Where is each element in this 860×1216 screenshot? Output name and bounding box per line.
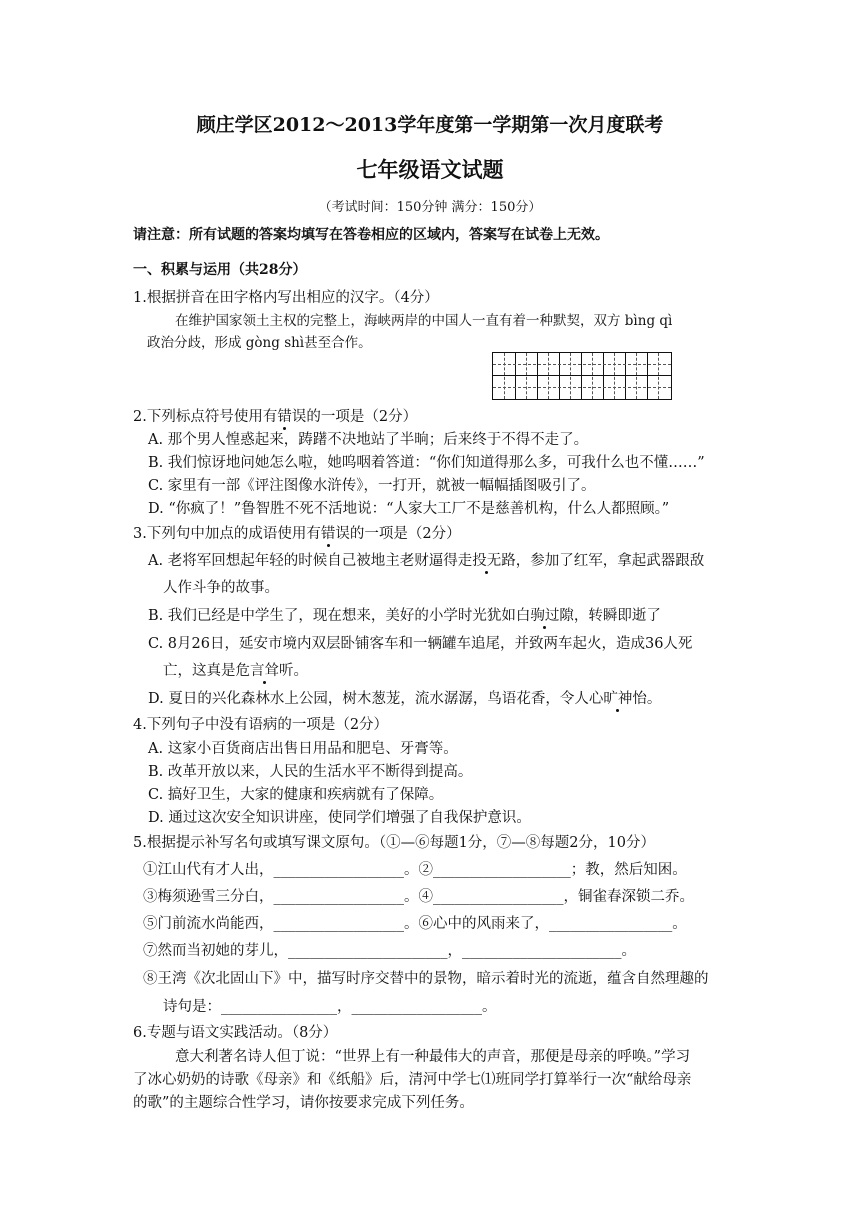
q3-idiom-d: 心旷神怡 <box>588 691 647 707</box>
q1-text-line2: 政治分歧，形成 gòng shì甚至合作。 <box>147 335 372 351</box>
q1-text-line1: 在维护国家领土主权的完整上，海峡两岸的中国人一直有着一种默契，双方 bìng qì <box>175 313 673 329</box>
exam-info: （考试时间：150分钟 满分：150分） <box>318 200 542 215</box>
q5-line-2: ③梅须逊雪三分白，__________________。④__________________，铜雀春深锁二乔。 <box>143 889 694 905</box>
q6-stem: 6.专题与语文实践活动。（8分） <box>133 1025 338 1041</box>
q3-option-c-line1: C. 8月26日，延安市境内双层卧铺客车和一辆罐车追尾，并致两车起火，造成36人死 <box>148 636 693 652</box>
q3-option-a-line1: A. 老将军回想起年轻的时候自己被地主老财逼得走投无路，参加了红军，拿起武器跟敌 <box>148 553 705 569</box>
q6-line-2: 了冰心奶奶的诗歌《母亲》和《纸船》后，清河中学七⑴班同学打算举行一次“献给母亲 <box>133 1072 692 1088</box>
q3-stem: 3.下列句中加点的成语使用有错误的一项是（2分） <box>133 526 461 542</box>
q3-idiom-a: 走投无路 <box>457 553 516 569</box>
q2-stem-emphasis: 有错误 <box>262 409 307 425</box>
notice: 请注意：所有试题的答案均填写在答卷相应的区域内，答案写在试卷上无效。 <box>133 227 609 243</box>
q2-option-b: B. 我们惊讶地问她怎么啦，她呜咽着答道：“你们知道得那么多，可我什么也不懂……” <box>148 455 705 471</box>
q5-line-6: 诗句是：________________，__________________。 <box>163 999 497 1015</box>
q6-line-1: 意大利著名诗人但丁说：“世界上有一种最伟大的声音，那便是母亲的呼唤。”学习 <box>175 1049 691 1065</box>
q2-stem: 2.下列标点符号使用有错误的一项是（2分） <box>133 409 418 425</box>
q3-stem-emphasis: 有错误 <box>306 526 350 542</box>
q5-line-5: ⑧王湾《次北固山下》中，描写时序交替中的景物，暗示着时光的流逝，蕴含自然理趣的 <box>143 971 709 987</box>
q4-option-d: D. 通过这次安全知识讲座，使同学们增强了自我保护意识。 <box>148 810 531 826</box>
q5-stem: 5.根据提示补写名句或填写课文原句。（①—⑥每题1分，⑦—⑧每题2分，10分） <box>133 835 655 851</box>
q4-option-c: C. 搞好卫生，大家的健康和疾病就有了保障。 <box>148 787 444 803</box>
q3-option-d: D. 夏日的兴化森林水上公园，树木葱茏，流水潺潺，鸟语花香，令人心旷神怡。 <box>148 691 662 707</box>
q3-idiom-b: 白驹过隙 <box>515 608 574 624</box>
q2-option-c: C. 家里有一部《评注图像水浒传》，一打开，就被一幅幅插图吸引了。 <box>148 478 596 494</box>
q3-option-c-line2: 亡，这真是危言耸听。 <box>163 663 308 679</box>
q5-line-1: ①江山代有才人出，__________________。②___________________；教，然后知困。 <box>143 862 687 878</box>
q5-line-3: ⑤门前流水尚能西，__________________。⑥心中的风雨来了，_________________。 <box>143 916 687 932</box>
q4-stem: 4.下列句子中没有语病的一项是（2分） <box>133 717 389 733</box>
exam-subtitle: 七年级语文试题 <box>356 157 504 182</box>
q3-option-b: B. 我们已经是中学生了，现在想来，美好的小学时光犹如白驹过隙，转瞬即逝了 <box>148 608 661 624</box>
section-heading: 一、积累与运用（共28分） <box>133 262 307 278</box>
q3-idiom-c: 危言耸听 <box>235 663 294 679</box>
q4-option-b: B. 改革开放以来，人民的生活水平不断得到提高。 <box>148 764 473 780</box>
q2-option-a: A. 那个男人惶惑起来，踌躇不决地站了半晌；后来终于不得不走了。 <box>148 432 589 448</box>
q2-option-d: D. “你疯了！”鲁智胜不死不活地说：“人家大工厂不是慈善机构，什么人都照顾。” <box>148 501 670 517</box>
q3-option-a-line2: 人作斗争的故事。 <box>163 580 279 596</box>
q1-stem: 1.根据拼音在田字格内写出相应的汉字。（4分） <box>133 290 439 306</box>
q6-line-3: 的歌”的主题综合性学习，请你按要求完成下列任务。 <box>133 1095 474 1111</box>
q4-option-a: A. 这家小百货商店出售日用品和肥皂、牙膏等。 <box>148 741 458 757</box>
exam-title: 顾庄学区2012～2013学年度第一学期第一次月度联考 <box>196 114 664 136</box>
tianzige-grid[interactable] <box>492 352 672 400</box>
q5-line-4: ⑦然而当初她的芽儿，______________________，______________________。 <box>143 943 636 959</box>
